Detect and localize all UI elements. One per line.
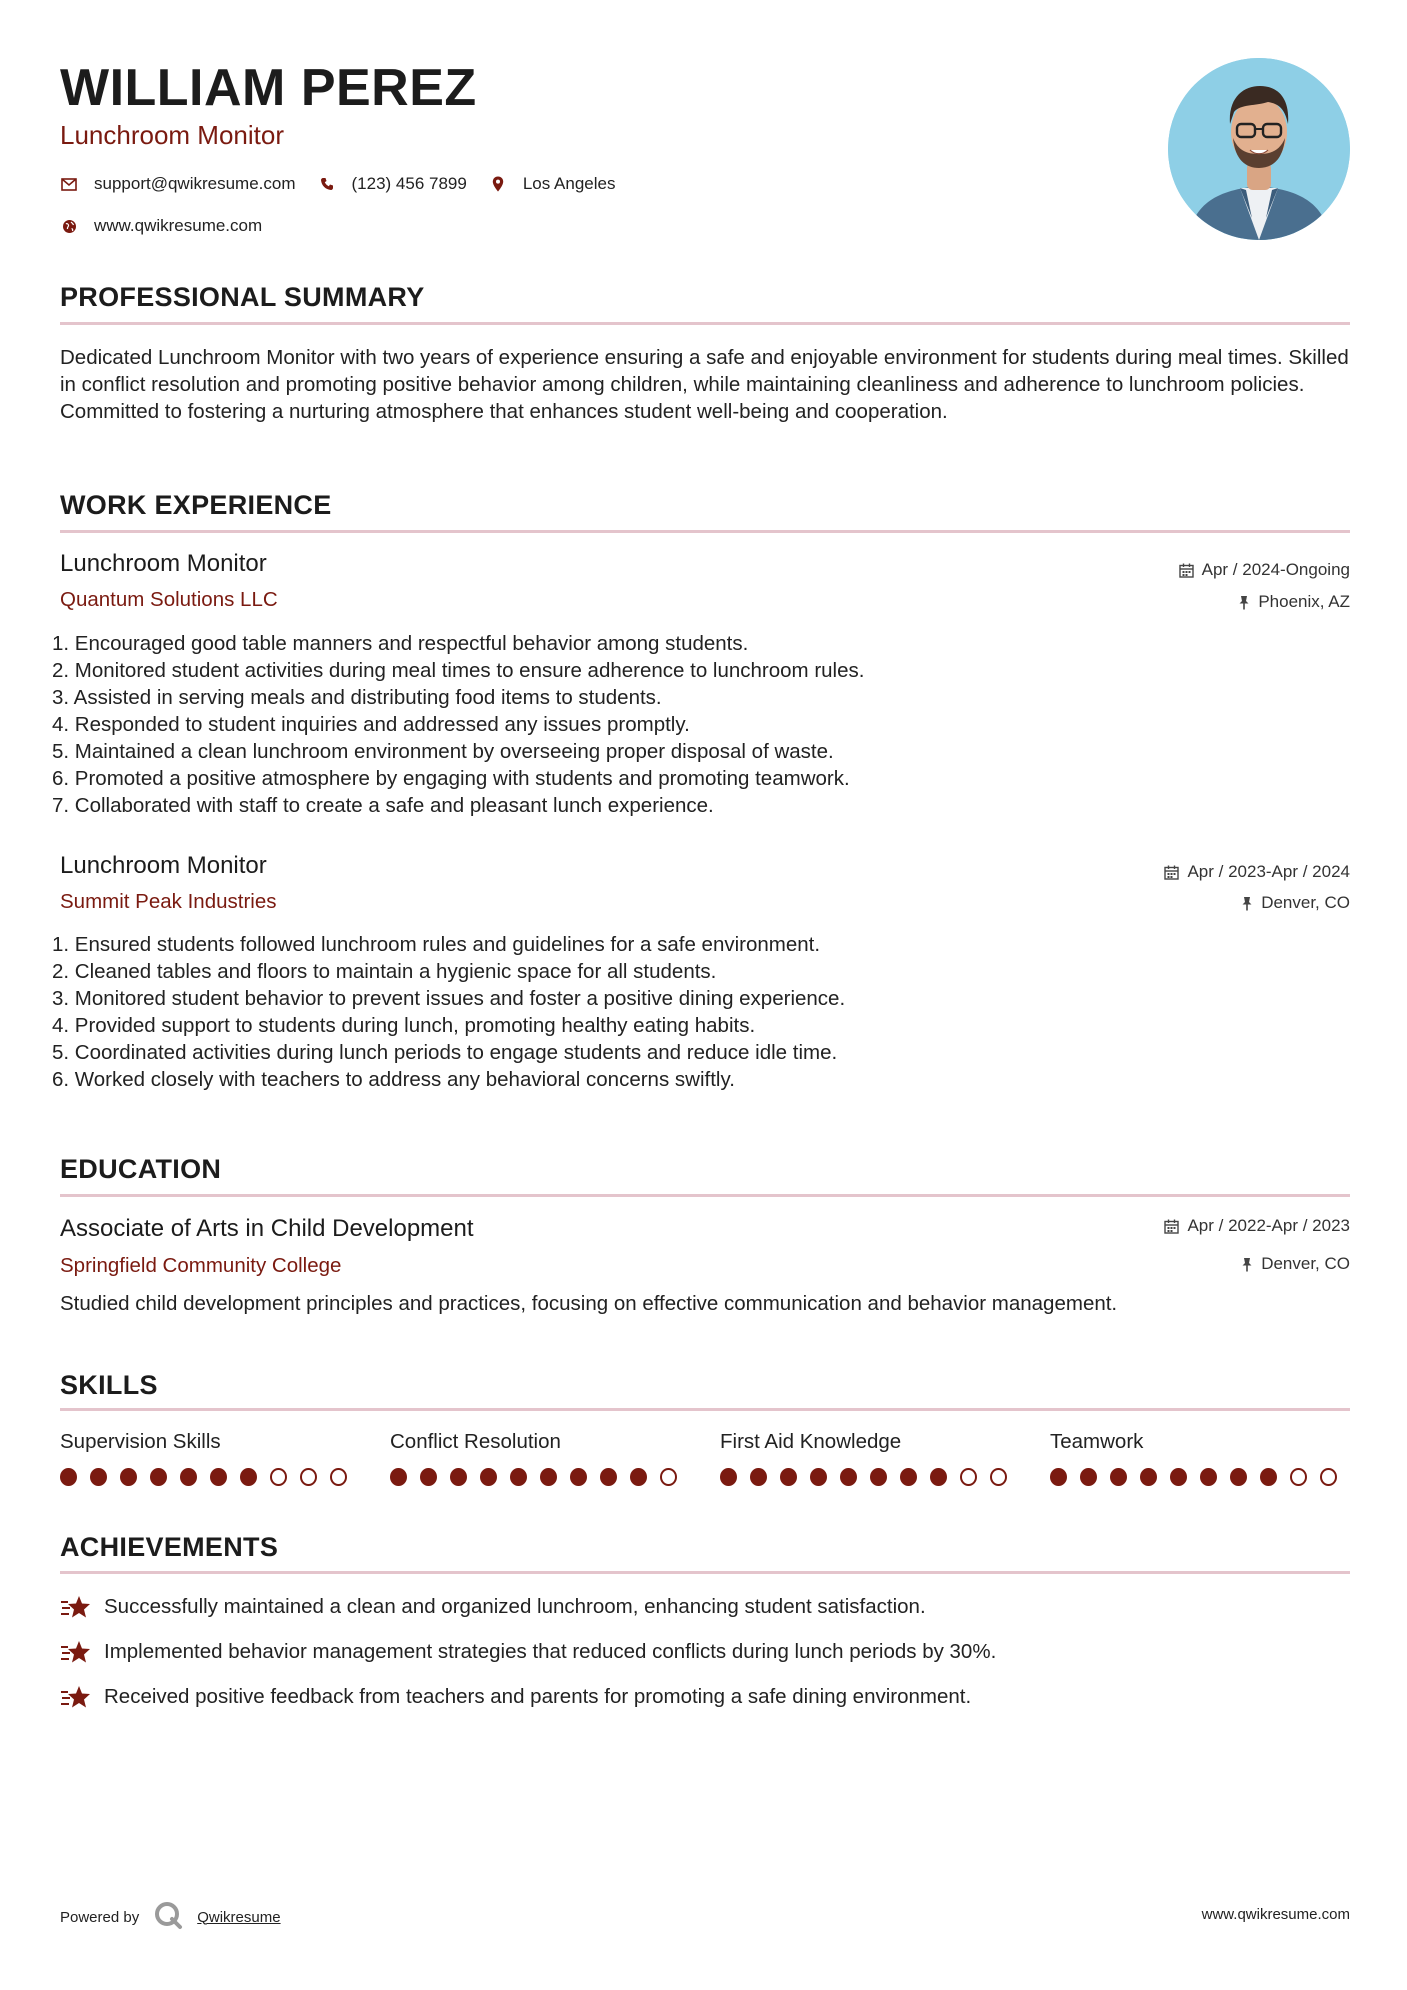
star-icon — [60, 1684, 92, 1710]
list-item: 4. Responded to student inquiries and addressed any issues promptly. — [52, 713, 690, 736]
degree-title: Associate of Arts in Child Development — [60, 1215, 474, 1242]
rating-dot-filled — [480, 1468, 497, 1486]
qwikresume-link[interactable]: Qwikresume — [197, 1908, 281, 1926]
list-item: 6. Promoted a positive atmosphere by engaging with students and promoting teamwork. — [52, 767, 850, 790]
rating-dot-filled — [720, 1468, 737, 1486]
skill-rating — [60, 1468, 360, 1486]
rating-dot-filled — [600, 1468, 617, 1486]
qwikresume-logo-icon — [153, 1900, 183, 1934]
skill-item — [1050, 1430, 1350, 1486]
achievements-heading: ACHIEVEMENTS — [60, 1532, 279, 1562]
rating-dot-filled — [150, 1468, 167, 1486]
job-1-company: Quantum Solutions LLC — [60, 588, 278, 611]
email-text: support@qwikresume.com — [94, 174, 296, 193]
job-1-role: Lunchroom Monitor — [60, 550, 267, 577]
candidate-name: WILLIAM PEREZ — [60, 59, 477, 117]
job-2-bullets — [52, 931, 1342, 1093]
profile-photo — [1168, 58, 1350, 240]
rating-dot-filled — [1050, 1468, 1067, 1486]
achievement-item — [60, 1639, 996, 1665]
skill-item — [720, 1430, 1020, 1486]
rating-dot-empty — [330, 1468, 347, 1486]
list-item: 1. Ensured students followed lunchroom rules and guidelines for a safe environment. — [52, 933, 821, 956]
star-icon — [60, 1594, 92, 1620]
education-location-text: Denver, CO — [1261, 1254, 1350, 1273]
job-2-location-text: Denver, CO — [1261, 893, 1350, 912]
rating-dot-filled — [450, 1468, 467, 1486]
rating-dot-filled — [930, 1468, 947, 1486]
job-1-location — [1238, 592, 1350, 612]
rating-dot-empty — [270, 1468, 287, 1486]
skill-name: Teamwork — [1050, 1430, 1144, 1453]
list-item: 1. Encouraged good table manners and respectful behavior among students. — [52, 632, 749, 655]
rating-dot-filled — [120, 1468, 137, 1486]
globe-icon — [60, 217, 78, 235]
rating-dot-filled — [420, 1468, 437, 1486]
rating-dot-filled — [510, 1468, 527, 1486]
job-1-dates-text: Apr / 2024-Ongoing — [1201, 560, 1350, 579]
achievement-text: Successfully maintained a clean and organized lunchroom, enhancing student satisfaction. — [104, 1595, 926, 1618]
skills-divider — [60, 1408, 1350, 1411]
summary-heading: PROFESSIONAL SUMMARY — [60, 282, 425, 312]
powered-by-label: Powered by — [60, 1908, 140, 1926]
location-text: Los Angeles — [522, 174, 616, 193]
rating-dot-empty — [960, 1468, 977, 1486]
job-1-dates — [1179, 560, 1350, 580]
list-item: 2. Monitored student activities during meal times to ensure adherence to lunchroom rules. — [52, 659, 865, 682]
list-item: 4. Provided support to students during lunch, promoting healthy eating habits. — [52, 1014, 756, 1037]
candidate-title: Lunchroom Monitor — [60, 120, 284, 150]
experience-heading: WORK EXPERIENCE — [60, 490, 332, 520]
job-1-location-text: Phoenix, AZ — [1258, 592, 1350, 611]
rating-dot-filled — [540, 1468, 557, 1486]
map-pin-icon — [489, 175, 507, 193]
skill-name: Supervision Skills — [60, 1430, 221, 1453]
pushpin-icon — [1241, 896, 1253, 911]
rating-dot-filled — [90, 1468, 107, 1486]
education-dates-text: Apr / 2022-Apr / 2023 — [1187, 1216, 1350, 1235]
rating-dot-filled — [210, 1468, 227, 1486]
rating-dot-filled — [780, 1468, 797, 1486]
calendar-icon — [1164, 865, 1179, 880]
job-1-bullets — [52, 630, 1342, 819]
contact-website[interactable] — [60, 216, 262, 236]
rating-dot-filled — [390, 1468, 407, 1486]
education-location — [1241, 1254, 1350, 1274]
star-icon — [60, 1639, 92, 1665]
skill-rating — [1050, 1468, 1350, 1486]
footer-website[interactable]: www.qwikresume.com — [1201, 1906, 1350, 1923]
education-dates — [1164, 1216, 1350, 1236]
skills-heading: SKILLS — [60, 1370, 158, 1400]
contact-location — [489, 174, 616, 194]
list-item: 3. Monitored student behavior to prevent issues and foster a positive dining experience. — [52, 987, 846, 1010]
rating-dot-filled — [1230, 1468, 1247, 1486]
list-item: 5. Maintained a clean lunchroom environment by overseeing proper disposal of waste. — [52, 740, 834, 763]
rating-dot-filled — [900, 1468, 917, 1486]
experience-divider — [60, 530, 1350, 533]
rating-dot-filled — [1110, 1468, 1127, 1486]
rating-dot-filled — [180, 1468, 197, 1486]
rating-dot-filled — [1080, 1468, 1097, 1486]
list-item: 5. Coordinated activities during lunch periods to engage students and reduce idle time. — [52, 1041, 838, 1064]
contact-email[interactable] — [60, 174, 296, 194]
summary-divider — [60, 322, 1350, 325]
achievement-text: Received positive feedback from teachers and parents for promoting a safe dining environment. — [104, 1685, 972, 1708]
list-item: 3. Assisted in serving meals and distributing food items to students. — [52, 686, 662, 709]
achievement-item — [60, 1594, 926, 1620]
calendar-icon — [1179, 563, 1194, 578]
rating-dot-filled — [840, 1468, 857, 1486]
rating-dot-empty — [1290, 1468, 1307, 1486]
job-2-role: Lunchroom Monitor — [60, 852, 267, 879]
education-heading: EDUCATION — [60, 1154, 222, 1184]
skill-item — [60, 1430, 360, 1486]
rating-dot-filled — [1200, 1468, 1217, 1486]
rating-dot-filled — [240, 1468, 257, 1486]
rating-dot-filled — [1260, 1468, 1277, 1486]
rating-dot-empty — [1320, 1468, 1337, 1486]
list-item: 2. Cleaned tables and floors to maintain a hygienic space for all students. — [52, 960, 717, 983]
achievements-divider — [60, 1571, 1350, 1574]
education-divider — [60, 1194, 1350, 1197]
achievement-text: Implemented behavior management strategies that reduced conflicts during lunch periods by 30%. — [104, 1640, 997, 1663]
summary-text: Dedicated Lunchroom Monitor with two years of experience ensuring a safe and enjoyable environment for students during meal times. Skilled in conflict resolution and promoting positive behavior among children, while maintaining cleanliness and adherence to lunchroom policies. Committed to fostering a nurturing atmosphere that enhances student well-being and cooperation. — [60, 346, 1349, 423]
job-2-location — [1241, 893, 1350, 913]
education-description: Studied child development principles and practices, focusing on effective communication and behavior management. — [60, 1292, 1118, 1315]
contact-block — [60, 172, 637, 256]
achievement-item — [60, 1684, 971, 1710]
phone-icon — [318, 175, 336, 193]
phone-text: (123) 456 7899 — [351, 174, 467, 193]
website-text: www.qwikresume.com — [94, 216, 263, 235]
rating-dot-filled — [1170, 1468, 1187, 1486]
calendar-icon — [1164, 1219, 1179, 1234]
job-2-dates — [1164, 862, 1350, 882]
rating-dot-empty — [660, 1468, 677, 1486]
job-2-company: Summit Peak Industries — [60, 890, 277, 913]
rating-dot-empty — [300, 1468, 317, 1486]
skill-rating — [390, 1468, 690, 1486]
rating-dot-filled — [60, 1468, 77, 1486]
job-2-dates-text: Apr / 2023-Apr / 2024 — [1187, 862, 1350, 881]
rating-dot-filled — [1140, 1468, 1157, 1486]
list-item: 7. Collaborated with staff to create a safe and pleasant lunch experience. — [52, 794, 714, 817]
footer-powered-by — [60, 1900, 281, 1934]
pushpin-icon — [1241, 1257, 1253, 1272]
school-name: Springfield Community College — [60, 1254, 342, 1277]
skill-name: Conflict Resolution — [390, 1430, 561, 1453]
rating-dot-filled — [870, 1468, 887, 1486]
rating-dot-filled — [750, 1468, 767, 1486]
pushpin-icon — [1238, 595, 1250, 610]
rating-dot-filled — [810, 1468, 827, 1486]
contact-phone[interactable] — [318, 174, 467, 194]
skill-item — [390, 1430, 690, 1486]
rating-dot-filled — [570, 1468, 587, 1486]
list-item: 6. Worked closely with teachers to address any behavioral concerns swiftly. — [52, 1068, 735, 1091]
skill-name: First Aid Knowledge — [720, 1430, 902, 1453]
skill-rating — [720, 1468, 1020, 1486]
envelope-icon — [60, 175, 78, 193]
rating-dot-filled — [630, 1468, 647, 1486]
rating-dot-empty — [990, 1468, 1007, 1486]
